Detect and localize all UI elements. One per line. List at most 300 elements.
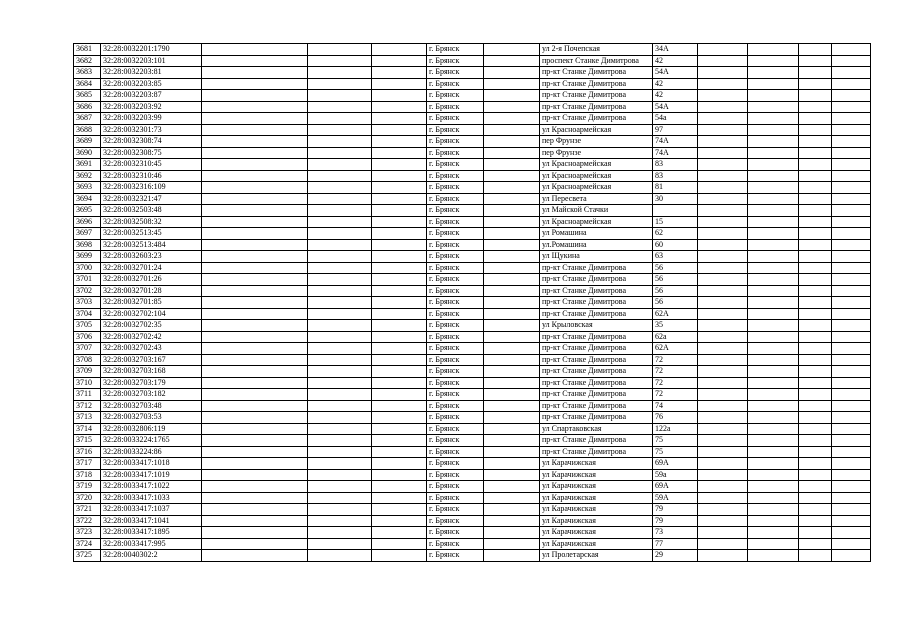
street-cell: ул Карачижская [540,527,653,539]
empty-cell [698,262,748,274]
empty-cell [202,216,308,228]
empty-cell [372,343,427,355]
empty-cell [748,492,799,504]
empty-cell [372,251,427,263]
cadastral-number-cell: 32:28:0033417:1037 [101,504,202,516]
city-cell: г. Брянск [427,458,484,470]
house-number-cell: 74А [653,136,698,148]
empty-cell [484,78,540,90]
empty-cell [748,412,799,424]
empty-cell [308,228,372,240]
table-row [74,262,871,274]
house-number-cell: 75 [653,446,698,458]
cadastral-number-cell: 32:28:0032806:119 [101,423,202,435]
table-row [74,274,871,286]
house-number-cell: 75 [653,435,698,447]
empty-cell [799,412,832,424]
empty-cell [799,504,832,516]
house-number-cell: 79 [653,515,698,527]
empty-cell [799,538,832,550]
empty-cell [484,400,540,412]
row-number-cell: 3708 [74,354,101,366]
house-number-cell: 56 [653,262,698,274]
empty-cell [799,170,832,182]
empty-cell [484,469,540,481]
empty-cell [748,550,799,562]
house-number-cell: 56 [653,274,698,286]
empty-cell [308,274,372,286]
row-number-cell: 3682 [74,55,101,67]
cadastral-number-cell: 32:28:0032703:179 [101,377,202,389]
street-cell: пр-кт Станке Димитрова [540,262,653,274]
empty-cell [484,331,540,343]
house-number-cell: 74А [653,147,698,159]
empty-cell [308,239,372,251]
street-cell: ул Красноармейская [540,216,653,228]
street-cell: ул Карачижская [540,538,653,550]
city-cell: г. Брянск [427,285,484,297]
empty-cell [202,446,308,458]
street-cell: ул Карачижская [540,481,653,493]
empty-cell [202,412,308,424]
empty-cell [748,136,799,148]
empty-cell [799,515,832,527]
empty-cell [799,216,832,228]
table-row [74,90,871,102]
house-number-cell: 35 [653,320,698,332]
house-number-cell: 54а [653,113,698,125]
empty-cell [372,67,427,79]
cadastral-number-cell: 32:28:0032701:85 [101,297,202,309]
house-number-cell: 63 [653,251,698,263]
street-cell: ул Пересвета [540,193,653,205]
empty-cell [698,354,748,366]
cadastral-number-cell: 32:28:0033417:1033 [101,492,202,504]
cadastral-number-cell: 32:28:0032310:46 [101,170,202,182]
cadastral-number-cell: 32:28:0032308:74 [101,136,202,148]
empty-cell [372,308,427,320]
cadastral-number-cell: 32:28:0032203:81 [101,67,202,79]
empty-cell [372,504,427,516]
row-number-cell: 3694 [74,193,101,205]
empty-cell [698,481,748,493]
city-cell: г. Брянск [427,400,484,412]
empty-cell [799,136,832,148]
empty-cell [202,147,308,159]
city-cell: г. Брянск [427,90,484,102]
city-cell: г. Брянск [427,274,484,286]
row-number-cell: 3695 [74,205,101,217]
city-cell: г. Брянск [427,308,484,320]
cadastral-number-cell: 32:28:0032513:45 [101,228,202,240]
street-cell: пр-кт Станке Димитрова [540,113,653,125]
empty-cell [799,182,832,194]
empty-cell [832,389,871,401]
empty-cell [832,504,871,516]
empty-cell [484,538,540,550]
house-number-cell: 54А [653,67,698,79]
house-number-cell: 56 [653,297,698,309]
street-cell: ул Пролетарская [540,550,653,562]
empty-cell [832,377,871,389]
empty-cell [748,67,799,79]
empty-cell [202,389,308,401]
table-row [74,458,871,470]
empty-cell [484,481,540,493]
empty-cell [748,423,799,435]
street-cell: ул Карачижская [540,504,653,516]
row-number-cell: 3712 [74,400,101,412]
empty-cell [308,504,372,516]
row-number-cell: 3717 [74,458,101,470]
empty-cell [799,67,832,79]
street-cell: пр-кт Станке Димитрова [540,366,653,378]
empty-cell [832,274,871,286]
empty-cell [698,113,748,125]
table-row [74,44,871,56]
house-number-cell: 69А [653,458,698,470]
empty-cell [308,308,372,320]
empty-cell [698,377,748,389]
empty-cell [202,55,308,67]
empty-cell [748,159,799,171]
house-number-cell: 15 [653,216,698,228]
empty-cell [698,44,748,56]
empty-cell [202,366,308,378]
empty-cell [372,170,427,182]
empty-cell [799,446,832,458]
cadastral-number-cell: 32:28:0032203:92 [101,101,202,113]
table-row [74,354,871,366]
empty-cell [484,423,540,435]
cadastral-number-cell: 32:28:0032321:47 [101,193,202,205]
empty-cell [484,492,540,504]
empty-cell [748,400,799,412]
property-registry-table [73,43,871,562]
empty-cell [698,538,748,550]
row-number-cell: 3724 [74,538,101,550]
empty-cell [748,251,799,263]
empty-cell [748,458,799,470]
empty-cell [202,251,308,263]
street-cell: ул Майской Стачки [540,205,653,217]
table-row [74,101,871,113]
street-cell: пер Фрунзе [540,147,653,159]
empty-cell [484,55,540,67]
empty-cell [308,527,372,539]
empty-cell [202,504,308,516]
empty-cell [372,101,427,113]
empty-cell [799,366,832,378]
table-row [74,515,871,527]
empty-cell [308,458,372,470]
empty-cell [832,343,871,355]
street-cell: пр-кт Станке Димитрова [540,285,653,297]
street-cell: ул Красноармейская [540,182,653,194]
empty-cell [799,469,832,481]
empty-cell [484,297,540,309]
empty-cell [202,515,308,527]
street-cell: ул Ромашина [540,228,653,240]
table-row [74,216,871,228]
table-row [74,320,871,332]
empty-cell [832,492,871,504]
empty-cell [308,67,372,79]
street-cell: ул Карачижская [540,515,653,527]
city-cell: г. Брянск [427,446,484,458]
empty-cell [308,331,372,343]
empty-cell [832,469,871,481]
table-row [74,78,871,90]
empty-cell [202,469,308,481]
empty-cell [308,44,372,56]
empty-cell [308,469,372,481]
row-number-cell: 3687 [74,113,101,125]
empty-cell [748,239,799,251]
empty-cell [484,354,540,366]
empty-cell [832,239,871,251]
empty-cell [799,320,832,332]
empty-cell [799,423,832,435]
empty-cell [484,435,540,447]
empty-cell [372,55,427,67]
empty-cell [832,400,871,412]
empty-cell [372,182,427,194]
row-number-cell: 3711 [74,389,101,401]
empty-cell [698,136,748,148]
empty-cell [372,159,427,171]
empty-cell [484,136,540,148]
empty-cell [202,538,308,550]
row-number-cell: 3723 [74,527,101,539]
cadastral-number-cell: 32:28:0032301:73 [101,124,202,136]
city-cell: г. Брянск [427,366,484,378]
city-cell: г. Брянск [427,343,484,355]
empty-cell [748,389,799,401]
empty-cell [698,320,748,332]
city-cell: г. Брянск [427,515,484,527]
empty-cell [799,285,832,297]
empty-cell [484,377,540,389]
empty-cell [832,481,871,493]
empty-cell [698,412,748,424]
empty-cell [202,354,308,366]
empty-cell [832,67,871,79]
empty-cell [372,320,427,332]
empty-cell [308,446,372,458]
city-cell: г. Брянск [427,297,484,309]
table-row [74,504,871,516]
cadastral-number-cell: 32:28:0033417:1018 [101,458,202,470]
row-number-cell: 3702 [74,285,101,297]
city-cell: г. Брянск [427,67,484,79]
empty-cell [799,550,832,562]
empty-cell [372,550,427,562]
empty-cell [308,251,372,263]
city-cell: г. Брянск [427,159,484,171]
empty-cell [308,216,372,228]
table-row [74,170,871,182]
table-row [74,239,871,251]
cadastral-number-cell: 32:28:0032203:85 [101,78,202,90]
empty-cell [484,159,540,171]
house-number-cell: 42 [653,90,698,102]
street-cell: ул 2-я Почепская [540,44,653,56]
row-number-cell: 3697 [74,228,101,240]
row-number-cell: 3703 [74,297,101,309]
empty-cell [484,67,540,79]
registry-body [74,44,871,562]
empty-cell [202,435,308,447]
empty-cell [698,435,748,447]
row-number-cell: 3698 [74,239,101,251]
empty-cell [748,182,799,194]
empty-cell [698,550,748,562]
empty-cell [484,44,540,56]
empty-cell [698,274,748,286]
row-number-cell: 3688 [74,124,101,136]
empty-cell [202,170,308,182]
empty-cell [372,412,427,424]
row-number-cell: 3709 [74,366,101,378]
cadastral-number-cell: 32:28:0032701:26 [101,274,202,286]
street-cell: пр-кт Станке Димитрова [540,377,653,389]
empty-cell [799,262,832,274]
empty-cell [799,308,832,320]
empty-cell [748,481,799,493]
cadastral-number-cell: 32:28:0032203:101 [101,55,202,67]
empty-cell [748,124,799,136]
empty-cell [799,90,832,102]
empty-cell [698,308,748,320]
empty-cell [799,101,832,113]
empty-cell [202,124,308,136]
table-row [74,492,871,504]
empty-cell [308,262,372,274]
empty-cell [372,90,427,102]
empty-cell [748,446,799,458]
house-number-cell: 59а [653,469,698,481]
row-number-cell: 3693 [74,182,101,194]
empty-cell [799,400,832,412]
city-cell: г. Брянск [427,170,484,182]
empty-cell [799,297,832,309]
empty-cell [698,366,748,378]
empty-cell [832,216,871,228]
cadastral-number-cell: 32:28:0032203:99 [101,113,202,125]
cadastral-number-cell: 32:28:0032702:42 [101,331,202,343]
table-row [74,469,871,481]
empty-cell [832,331,871,343]
empty-cell [372,216,427,228]
house-number-cell: 30 [653,193,698,205]
row-number-cell: 3714 [74,423,101,435]
empty-cell [308,400,372,412]
empty-cell [832,159,871,171]
city-cell: г. Брянск [427,182,484,194]
empty-cell [698,205,748,217]
house-number-cell: 83 [653,159,698,171]
empty-cell [372,377,427,389]
empty-cell [698,159,748,171]
empty-cell [308,113,372,125]
cadastral-number-cell: 32:28:0033417:995 [101,538,202,550]
cadastral-number-cell: 32:28:0032508:32 [101,216,202,228]
empty-cell [308,124,372,136]
row-number-cell: 3720 [74,492,101,504]
empty-cell [308,377,372,389]
empty-cell [799,113,832,125]
street-cell: ул Красноармейская [540,170,653,182]
empty-cell [202,67,308,79]
empty-cell [832,515,871,527]
house-number-cell: 42 [653,55,698,67]
empty-cell [372,274,427,286]
empty-cell [832,205,871,217]
empty-cell [202,308,308,320]
empty-cell [698,423,748,435]
house-number-cell: 69А [653,481,698,493]
street-cell: ул Спартаковская [540,423,653,435]
row-number-cell: 3704 [74,308,101,320]
empty-cell [484,504,540,516]
empty-cell [484,274,540,286]
empty-cell [799,159,832,171]
cadastral-number-cell: 32:28:0040302:2 [101,550,202,562]
city-cell: г. Брянск [427,262,484,274]
empty-cell [799,354,832,366]
empty-cell [202,481,308,493]
empty-cell [748,377,799,389]
cadastral-number-cell: 32:28:0032701:28 [101,285,202,297]
empty-cell [308,136,372,148]
empty-cell [308,492,372,504]
empty-cell [748,331,799,343]
table-row [74,527,871,539]
street-cell: ул Крыловская [540,320,653,332]
city-cell: г. Брянск [427,389,484,401]
empty-cell [202,90,308,102]
empty-cell [748,285,799,297]
cadastral-number-cell: 32:28:0032503:48 [101,205,202,217]
empty-cell [484,101,540,113]
cadastral-number-cell: 32:28:0032310:45 [101,159,202,171]
empty-cell [484,182,540,194]
empty-cell [698,55,748,67]
empty-cell [308,285,372,297]
house-number-cell: 76 [653,412,698,424]
street-cell: пр-кт Станке Димитрова [540,389,653,401]
empty-cell [698,331,748,343]
city-cell: г. Брянск [427,538,484,550]
empty-cell [202,239,308,251]
empty-cell [698,193,748,205]
empty-cell [484,170,540,182]
row-number-cell: 3710 [74,377,101,389]
empty-cell [832,55,871,67]
row-number-cell: 3692 [74,170,101,182]
city-cell: г. Брянск [427,44,484,56]
empty-cell [698,170,748,182]
empty-cell [484,389,540,401]
row-number-cell: 3716 [74,446,101,458]
empty-cell [308,481,372,493]
empty-cell [832,182,871,194]
street-cell: пр-кт Станке Димитрова [540,90,653,102]
empty-cell [748,228,799,240]
empty-cell [308,550,372,562]
empty-cell [748,90,799,102]
